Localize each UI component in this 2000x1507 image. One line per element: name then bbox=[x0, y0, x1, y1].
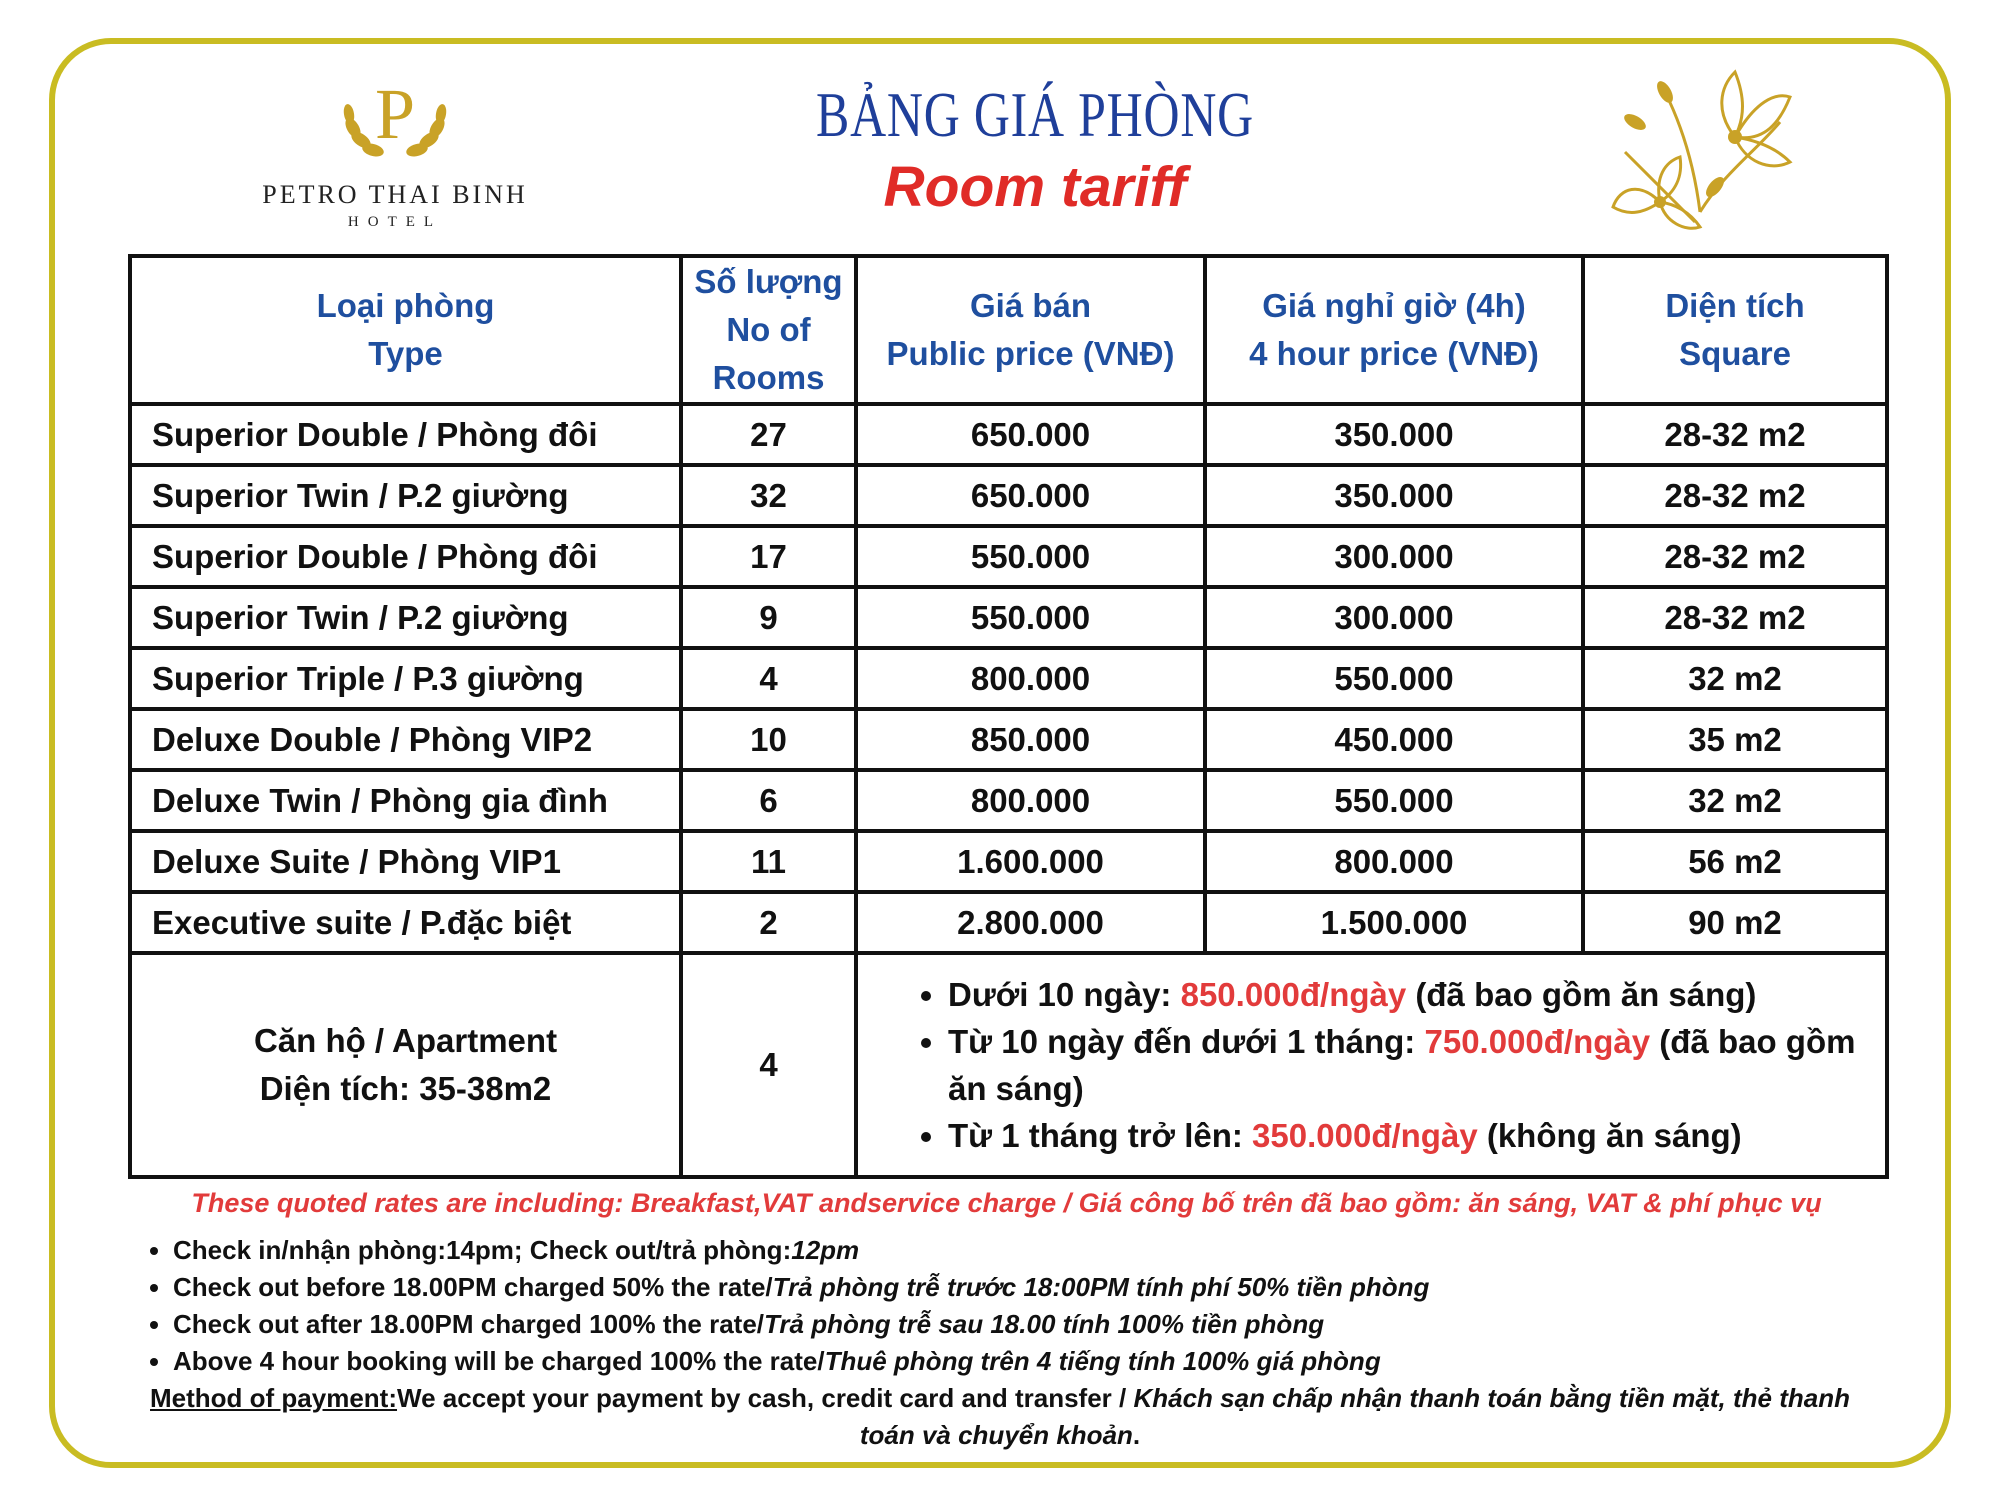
room-count: 10 bbox=[681, 709, 856, 770]
title-vietnamese: BẢNG GIÁ PHÒNG bbox=[815, 79, 1255, 150]
table-row bbox=[130, 587, 1887, 648]
table-row bbox=[130, 465, 1887, 526]
hour-price: 300.000 bbox=[1205, 526, 1583, 587]
header-type: Loại phòng Type bbox=[130, 256, 681, 404]
room-count: 2 bbox=[681, 892, 856, 953]
room-type: Deluxe Double / Phòng VIP2 bbox=[130, 709, 681, 770]
header-public-price: Giá bán Public price (VNĐ) bbox=[856, 256, 1205, 404]
hotel-name: PETRO THAI BINH bbox=[262, 180, 528, 209]
apartment-rate-item: • Dưới 10 ngày: 850.000đ/ngày (đã bao gồm ăn sáng) bbox=[948, 971, 1885, 1018]
hour-price: 1.500.000 bbox=[1205, 892, 1583, 953]
room-square: 32 m2 bbox=[1583, 770, 1887, 831]
apartment-rates bbox=[856, 953, 1887, 1177]
table-row bbox=[130, 648, 1887, 709]
note-item: • Check in/nhận phòng:14pm; Check out/trả phòng:12pm bbox=[173, 1232, 1429, 1269]
public-price: 650.000 bbox=[856, 465, 1205, 526]
hour-price: 550.000 bbox=[1205, 770, 1583, 831]
room-type: Executive suite / P.đặc biệt bbox=[130, 892, 681, 953]
room-count: 32 bbox=[681, 465, 856, 526]
public-price: 850.000 bbox=[856, 709, 1205, 770]
header-count: Số lượng No of Rooms bbox=[681, 256, 856, 404]
table-row bbox=[130, 892, 1887, 953]
room-type: Deluxe Twin / Phòng gia đình bbox=[130, 770, 681, 831]
room-type: Superior Double / Phòng đôi bbox=[130, 404, 681, 465]
room-count: 9 bbox=[681, 587, 856, 648]
public-price: 1.600.000 bbox=[856, 831, 1205, 892]
room-count: 11 bbox=[681, 831, 856, 892]
room-type: Superior Twin / P.2 giường bbox=[130, 587, 681, 648]
public-price: 800.000 bbox=[856, 648, 1205, 709]
public-price: 550.000 bbox=[856, 526, 1205, 587]
room-type: Superior Double / Phòng đôi bbox=[130, 526, 681, 587]
table-row bbox=[130, 831, 1887, 892]
room-square: 56 m2 bbox=[1583, 831, 1887, 892]
laurel-p-icon bbox=[335, 68, 455, 168]
table-row bbox=[130, 709, 1887, 770]
public-price: 650.000 bbox=[856, 404, 1205, 465]
payment-label: Method of payment: bbox=[150, 1383, 398, 1413]
flower-ornament-icon bbox=[1605, 62, 1795, 247]
room-type: Superior Triple / P.3 giường bbox=[130, 648, 681, 709]
hotel-logo bbox=[255, 68, 535, 238]
public-price: 800.000 bbox=[856, 770, 1205, 831]
room-count: 17 bbox=[681, 526, 856, 587]
room-count: 6 bbox=[681, 770, 856, 831]
apartment-type: Căn hộ / Apartment Diện tích: 35-38m2 bbox=[130, 953, 681, 1177]
hour-price: 800.000 bbox=[1205, 831, 1583, 892]
room-type: Superior Twin / P.2 giường bbox=[130, 465, 681, 526]
hour-price: 350.000 bbox=[1205, 465, 1583, 526]
logo-letter: P bbox=[374, 74, 416, 154]
hour-price: 350.000 bbox=[1205, 404, 1583, 465]
room-square: 28-32 m2 bbox=[1583, 465, 1887, 526]
hour-price: 550.000 bbox=[1205, 648, 1583, 709]
room-square: 90 m2 bbox=[1583, 892, 1887, 953]
note-item: • Check out before 18.00PM charged 50% the rate/Trả phòng trễ trước 18:00PM tính phí 50% tiền phòng bbox=[173, 1269, 1429, 1306]
room-tariff-table bbox=[128, 254, 1889, 1179]
room-square: 32 m2 bbox=[1583, 648, 1887, 709]
room-square: 28-32 m2 bbox=[1583, 404, 1887, 465]
room-square: 28-32 m2 bbox=[1583, 587, 1887, 648]
quoted-rates-note: These quoted rates are including: Breakfast,VAT andservice charge / Giá công bố trên đã bao gồm: ăn sáng, VAT & phí phục vụ bbox=[191, 1188, 1822, 1218]
room-square: 28-32 m2 bbox=[1583, 526, 1887, 587]
hour-price: 450.000 bbox=[1205, 709, 1583, 770]
room-type: Deluxe Suite / Phòng VIP1 bbox=[130, 831, 681, 892]
table-row bbox=[130, 404, 1887, 465]
header-hour-price: Giá nghỉ giờ (4h) 4 hour price (VNĐ) bbox=[1205, 256, 1583, 404]
hour-price: 300.000 bbox=[1205, 587, 1583, 648]
apartment-count: 4 bbox=[681, 953, 856, 1177]
apartment-rate-item: • Từ 10 ngày đến dưới 1 tháng: 750.000đ/ngày (đã bao gồm ăn sáng) bbox=[948, 1018, 1885, 1112]
hotel-subtitle: HOTEL bbox=[347, 214, 443, 230]
room-square: 35 m2 bbox=[1583, 709, 1887, 770]
apartment-rate-item: • Từ 1 tháng trở lên: 350.000đ/ngày (không ăn sáng) bbox=[948, 1112, 1885, 1159]
table-row bbox=[130, 526, 1887, 587]
payment-method: Method of payment:We accept your payment by cash, credit card and transfer / Khách sạn chấp nhận thanh toán bằng tiền mặt, thẻ thanh toán và chuyển khoản. bbox=[150, 1383, 1850, 1450]
header-square: Diện tích Square bbox=[1583, 256, 1887, 404]
apartment-row bbox=[130, 953, 1887, 1177]
room-count: 4 bbox=[681, 648, 856, 709]
public-price: 2.800.000 bbox=[856, 892, 1205, 953]
note-item: • Check out after 18.00PM charged 100% the rate/Trả phòng trễ sau 18.00 tính 100% tiền phòng bbox=[173, 1306, 1429, 1343]
table-row bbox=[130, 770, 1887, 831]
policy-notes bbox=[135, 1232, 1429, 1380]
public-price: 550.000 bbox=[856, 587, 1205, 648]
title-english: Room tariff bbox=[883, 155, 1187, 219]
table-header-row bbox=[130, 256, 1887, 404]
note-item: • Above 4 hour booking will be charged 100% the rate/Thuê phòng trên 4 tiếng tính 100% giá phòng bbox=[173, 1343, 1429, 1380]
room-count: 27 bbox=[681, 404, 856, 465]
